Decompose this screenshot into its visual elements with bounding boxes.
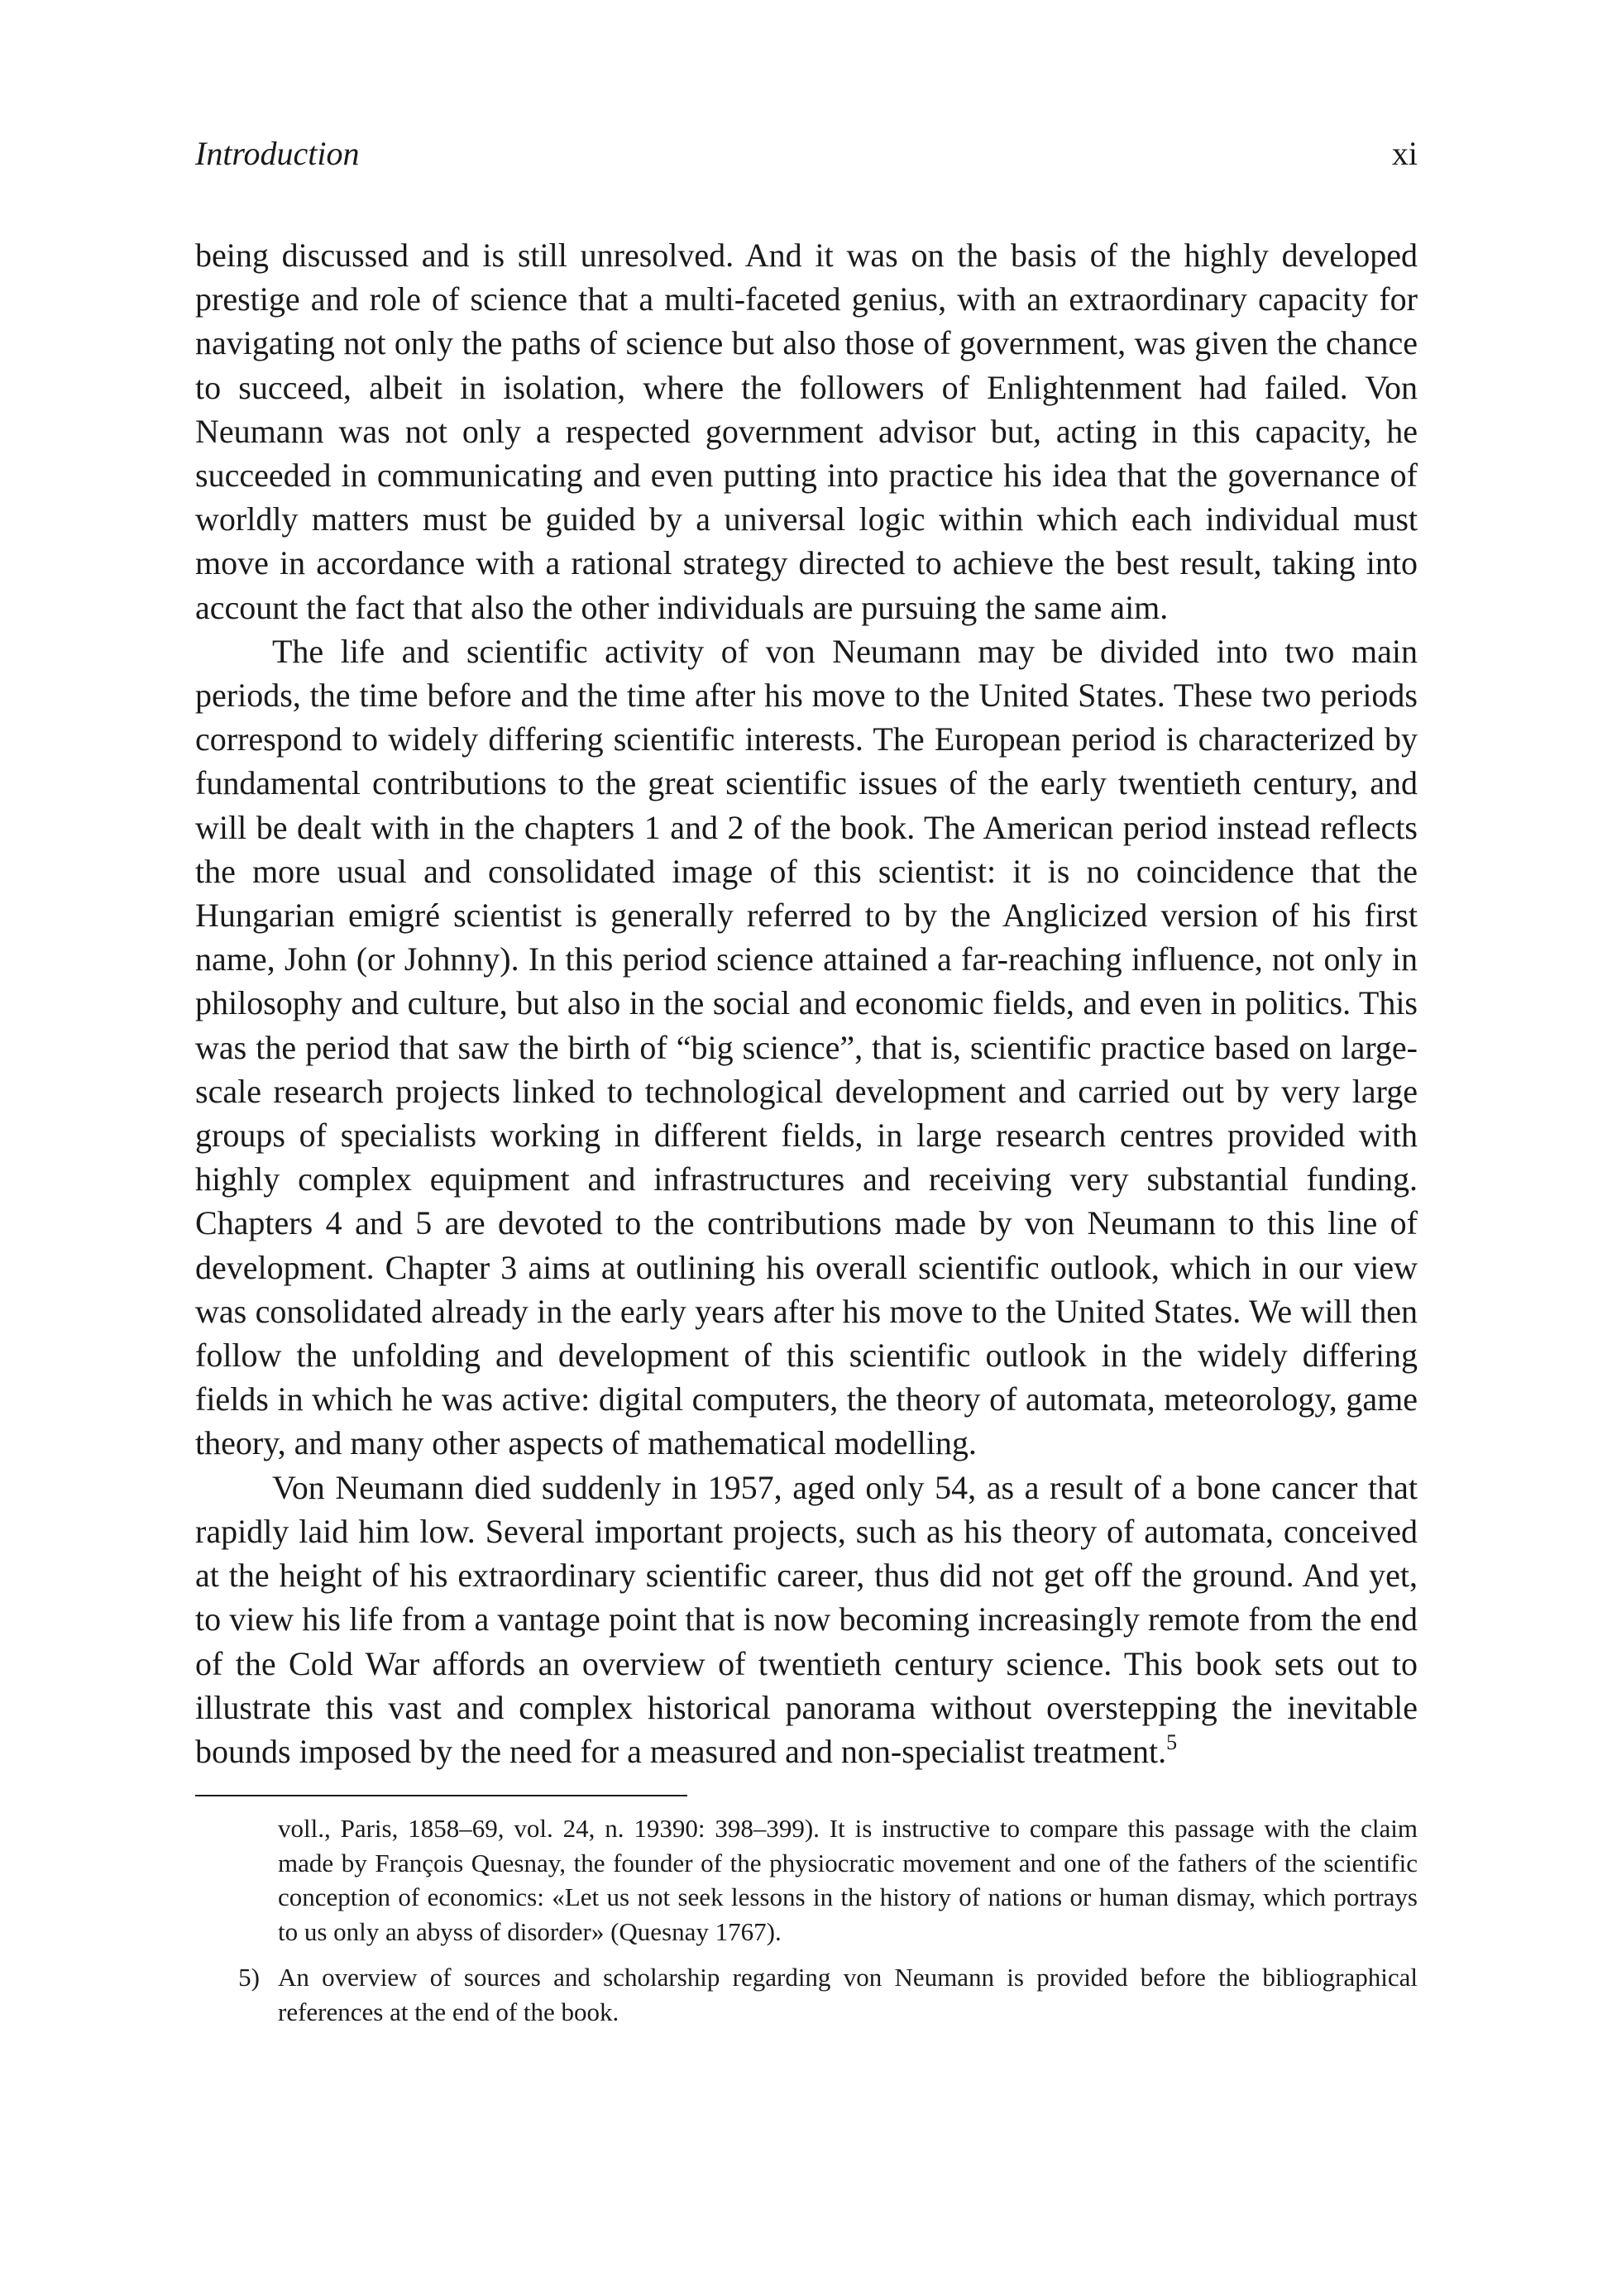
footnote-rule [195,1795,687,1796]
page-number: xi [1391,135,1418,172]
paragraph-1: being discussed and is still unresolved. And it was on the basis of the highly developed prestige and role of science that a multi-faceted genius, with an extraordinary capacity for navigating not only the paths of science but also those of government, was given the chance to succeed, albeit in isolation, where the followers of Enlightenment had failed. Von Neumann was not only a respected government advisor but, acting in this capacity, he succeeded in communicating and even putting into practice his idea that the governance of worldly matters must be guided by a universal logic within which each individual must move in accordance with a rational strategy directed to achieve the best result, taking into account the fact that also the other individuals are pursuing the same aim. [195,237,1418,626]
footnote-text: voll., Paris, 1858–69, vol. 24, n. 19390: 398–399). It is instructive to compare this passage with the claim made by François Quesnay, the founder of the physiocratic movement and one of the fathers of the scientific conception of economics: «Let us not seek lessons in the history of nations or human dismay, which portrays to us only an abyss of disorder» (Quesnay 1767). [278,1814,1418,1946]
section-title: Introduction [195,135,360,172]
paragraph-2: The life and scientific activity of von Neumann may be divided into two main periods, the time before and the time after his move to the United States. These two periods correspond to widely differing scientific interests. The European period is characterized by fundamental contributions to the great scientific issues of the early twentieth century, and will be dealt with in the chapters 1 and 2 of the book. The American period instead reflects the more usual and consolidated image of this scientist: it is no coincidence that the Hungarian emigré scientist is generally referred to by the Anglicized version of his first name, John (or Johnny). In this period science attained a far-reaching influence, not only in philosophy and culture, but also in the social and economic fields, and even in politics. This was the period that saw the birth of “big science”, that is, scientific practice based on large-scale research projects linked to technological development and carried out by very large groups of specialists working in different fields, in large research centres provided with highly complex equipment and infrastructures and receiving very substantial funding. Chapters 4 and 5 are devoted to the contributions made by von Neumann to this line of development. Chapter 3 aims at outlining his overall scientific outlook, which in our view was consolidated already in the early years after his move to the United States. We will then follow the unfolding and development of this scientific outlook in the widely differing fields in which he was active: digital computers, the theory of automata, meteorology, game theory, and many other aspects of mathematical modelling. [195,632,1418,1462]
footnote-marker: 5) [238,1963,260,1992]
paragraph-3-text: Von Neumann died suddenly in 1957, aged only 54, as a result of a bone cancer that rapidly laid him low. Several important projects, such as his theory of automata, conceived at the height of his extraordinary scientific career, thus did not get off the ground. And yet, to view his life from a vantage point that is now becoming increasingly remote from the end of the Cold War affords an overview of twentieth century science. This book sets out to illustrate this vast and complex historical panorama without overstepping the inevitable bounds imposed by the need for a measured and non-specialist treatment. [195,1468,1418,1770]
paragraph-3 [195,1466,1418,1773]
footnote-continued [195,1811,1418,1949]
running-head [195,132,1418,175]
book-page [195,132,1418,2029]
body-text [195,233,1418,1773]
footnote-text: An overview of sources and scholarship regarding von Neumann is provided before the bibliographical references at the end of the book. [278,1963,1418,2026]
footnote-5 [195,1960,1418,2029]
footnotes [195,1811,1418,2029]
footnote-reference[interactable]: 5 [1166,1729,1178,1754]
